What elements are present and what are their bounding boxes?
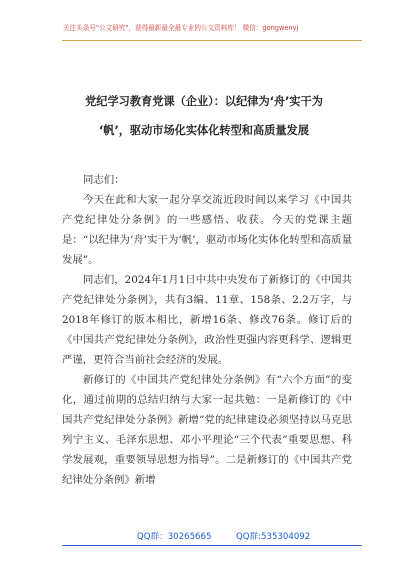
document-title-line-2: ‘帆’，驱动市场化实体化转型和高质量发展 <box>99 124 309 137</box>
footer-qq-group-2: QQ群:535304092 <box>236 532 311 542</box>
header-divider <box>62 40 362 41</box>
greeting: 同志们： <box>83 174 125 186</box>
document-body <box>62 170 352 490</box>
footer-qq-group-1: QQ群：30265665 <box>137 532 212 542</box>
header-promo-text: 关注头条号"公文研究"，获得最新最全最专业的公文资料库！ 微信：gongwenyj <box>63 24 299 32</box>
document-title-line-1: 党纪学习教育党课（企业）：以纪律为‘舟’实干为 <box>85 95 323 108</box>
body-paragraph: 新修订的《中国共产党纪律处分条例》有“六个方面”的变化，通过前期的总结归纳与大家一起共勉：一是新修订的《中国共产党纪律处分条例》新增“党的纪律建设必须坚持以马克思列宁主义、毛泽东思想、邓小平理论“三个代表”重要思想、科学发展观，重要领导思想为指导”。二是新修订的《中国共产党纪律处分条例》新增 <box>62 374 352 486</box>
body-paragraph: 今天在此和大家一起分享交流近段时间以来学习《中国共产党纪律处分条例》的一些感悟、收获。今天的党课主题是：“以纪律为‘舟’实干为‘帆’，驱动市场化实体化转型和高质量发展”。 <box>62 194 352 266</box>
footer-divider <box>62 545 362 546</box>
body-paragraph: 同志们，2024年1月1日中共中央发布了新修订的《中国共产党纪律处分条例》，共有3编、11章、158条、2.2万字，与2018年修订的版本相比，新增16条、修改76条。修订后的《中国共产党纪律处分条例》，政治性更强内容更科学、逻辑更严谨，更符合当前社会经济的发展。 <box>62 274 352 366</box>
